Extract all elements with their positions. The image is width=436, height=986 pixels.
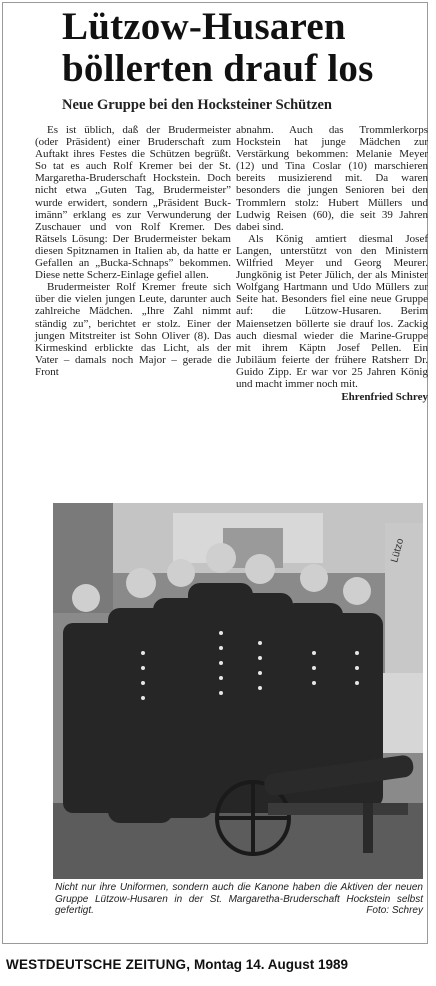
headline: Lützow-Husaren böllerten drauf los xyxy=(62,5,374,90)
photo-caption xyxy=(55,882,423,917)
sign-text: Lützo xyxy=(389,537,407,564)
article-paragraph: abnahm. Auch das Trommlerkorps Hockstein hat junge Mädchen zur Verstärkung bekommen: Melanie Meyer (12) und Tina Coslar (10) marschieren bereits musizierend mit. Da waren besonders die jungen Senioren bei den Trommlern stolz: Hubert Müllers und Ludwig Reisen (60), die seit 39 Jahren dabei sind. xyxy=(236,124,428,233)
photo-illustration xyxy=(53,503,423,879)
publication-date: Montag 14. August 1989 xyxy=(193,957,348,972)
subheadline: Neue Gruppe bei den Hocksteiner Schützen xyxy=(62,97,332,113)
article-paragraph: Brudermeister Rolf Kremer freute sich über die vielen jungen Leute, darunter auch zahlreiche Mädchen. „Ihre Zahl nimmt ständig zu”, berichtet er stolz. Einer der jungen Mitstreiter ist Sohn Oliver (8). Das Kirmeskind erblickte das Licht, als der Vater – damals noch Major – gerade die Front xyxy=(35,281,231,378)
newspaper-name: WESTDEUTSCHE ZEITUNG, xyxy=(6,957,191,972)
article-column-right xyxy=(236,124,428,403)
article-paragraph: Als König amtiert diesmal Josef Langen, unterstützt von den Ministern Wilfried Meyer und Georg Meurer. Jungkönig ist Peter Jülich, der als Minister Wolfgang Hartmann und Udo Müllers zur Seite hat. Besonders fiel eine neue Gruppe auf: die Lützow-Husaren. Berim Maiensetzen böllerte sie drauf los. Zackig auch diesmal wieder die Marine-Gruppe mit ihrem Käptn Josef Pellen. Ein Jubiläum feierte der frühere Ratsherr Dr. Guido Zipp. Er war vor 25 Jahren König und macht immer noch mit. xyxy=(236,232,428,390)
article-paragraph: Es ist üblich, daß der Brudermeister (oder Präsident) einer Bruderschaft zum Auftakt ihres Festes die Schützen begrüßt. So tat es auch Rolf Kremer bei der St. Margaretha-Bruderschaft Hockstein. Doch nicht etwa „Guten Tag, Brudermeister” wurde erwidert, sondern „Präsident Buckimänn” erklang es zur Verwunderung der Zuschauer und von Rolf Kremer. Des Rätsels Lösung: Der Brudermeister bekam diesen Spitznamen in Italien ab, da hatte er Gefallen an „Bucka-Schnaps” bekommen. Diese nette Scherz-Einlage gefiel allen. xyxy=(35,124,231,282)
article-column-left xyxy=(35,124,231,378)
author-byline: Ehrenfried Schrey xyxy=(341,391,428,404)
photo-credit: Foto: Schrey xyxy=(366,905,423,916)
caption-text: Nicht nur ihre Uniformen, sondern auch die Kanone haben die Aktiven der neuen Gruppe Lützow-Husaren in der St. Margaretha-Bruderschaft Hockstein selbst gefertigt. xyxy=(55,882,423,916)
news-photo xyxy=(53,503,423,879)
newspaper-masthead xyxy=(6,957,432,972)
